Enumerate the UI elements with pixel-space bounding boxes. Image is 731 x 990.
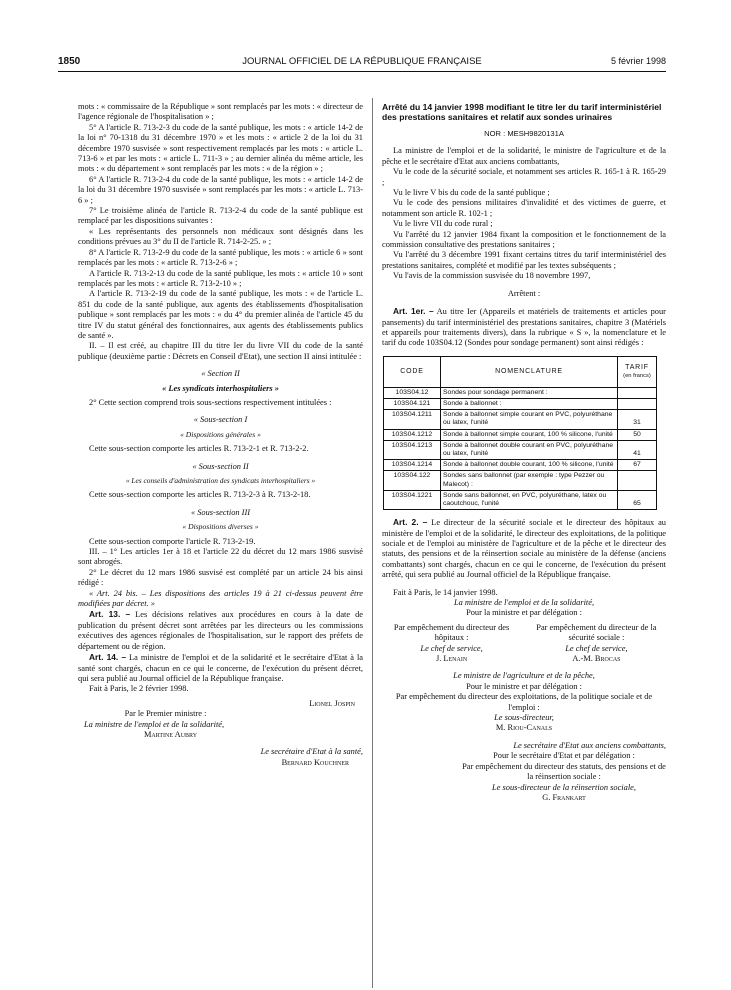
signature-line: Le sous-directeur de la réinsertion sociale, xyxy=(492,782,636,792)
article-text: Au titre Ier (Appareils et matériels de traitements et articles pour pansements) du tarif interministériel des prestations sanitaires, chapitre 3 (Matériels et appareils pour traitements divers), dans la rubrique « S », la nomenclature et le tarif du code 103S04.12 (Sondes pour sondage permanent) sont ainsi rédigés : xyxy=(382,307,666,348)
paragraph: Vu le code des pensions militaires d'invalidité et des victimes de guerre, et notamment son article R. 102-1 ; xyxy=(382,198,666,218)
signature-line: Le chef de service, xyxy=(420,643,483,653)
signature-date: Fait à Paris, le 2 février 1998. xyxy=(89,684,189,694)
paragraph: « Les représentants des personnels non médicaux sont désignés dans les conditions prévues au 3° du II de l'article R. 714-2-25. » ; xyxy=(78,226,363,247)
table-row xyxy=(384,440,657,459)
article-label: Art. 14. – xyxy=(89,652,127,663)
signature-line: Le chef de service, xyxy=(565,643,628,653)
signature-date: Fait à Paris, le 14 janvier 1998. xyxy=(393,587,498,597)
signature-line: Le sous-directeur, xyxy=(494,713,554,723)
signature-pair xyxy=(382,623,666,665)
signatory-name: J. Lenain xyxy=(435,654,468,664)
signatory-name: Bernard Kouchner xyxy=(281,757,349,767)
signatory-name: A.-M. Brocas xyxy=(572,654,621,664)
table-cell-price: 65 xyxy=(618,490,657,509)
signature-line: Par empêchement du directeur des statuts, des pensions et de la réinsertion sociale : xyxy=(462,761,666,782)
article-label: Art. 13. – xyxy=(89,609,131,620)
article-14 xyxy=(78,652,363,684)
table-cell-code: 103S04.122 xyxy=(384,471,441,490)
subsection-title: « Les conseils d'administration des syndicats interhospitaliers » xyxy=(125,476,316,485)
table-row xyxy=(384,460,657,471)
paragraph: Vu l'arrêté du 12 janvier 1984 fixant la composition et le fonctionnement de la commission consultative des prestations sanitaires ; xyxy=(382,229,666,250)
paragraph: Vu le code de la sécurité sociale, et notamment ses articles R. 165-1 à R. 165-29 ; xyxy=(382,167,666,187)
paragraph: II. – Il est créé, au chapitre III du titre Ier du livre VII du code de la santé publique (deuxième partie : Décrets en Conseil d'Etat), une section II ainsi intitulée : xyxy=(78,341,363,361)
column-divider xyxy=(372,98,373,988)
journal-title: JOURNAL OFFICIEL DE LA RÉPUBLIQUE FRANÇAISE xyxy=(242,56,482,67)
paragraph: 8° A l'article R. 713-2-9 du code de la santé publique, les mots : « article 6 » sont remplacés par les mots : « article R. 713-2-6 » ; xyxy=(78,247,363,268)
table-row xyxy=(384,490,657,509)
table-cell-price: 31 xyxy=(618,410,657,429)
table-cell-nom: Sonde sans ballonnet, en PVC, polyuréthane, latex ou caoutchouc, l'unité xyxy=(441,490,618,509)
table-cell-price xyxy=(618,398,657,409)
right-column xyxy=(382,102,666,803)
signature-line: La ministre de l'emploi et de la solidarité, xyxy=(84,719,225,729)
table-cell-nom: Sonde à ballonnet double courant, 100 % silicone, l'unité xyxy=(441,460,618,471)
table-cell-code: 103S04.1212 xyxy=(384,429,441,440)
signatory-name: G. Frankart xyxy=(542,792,586,802)
nor-reference: NOR : MESH9820131A xyxy=(484,129,564,138)
table-cell-code: 103S04.1211 xyxy=(384,410,441,429)
decree-title: Arrêté du 14 janvier 1998 modifiant le titre Ier du tarif interministériel des prestations sanitaires et relatif aux sondes urinaires xyxy=(382,102,662,122)
article-label: Art. 2. – xyxy=(393,517,428,528)
paragraph: Cette sous-section comporte l'article R. 713-2-19. xyxy=(89,536,256,546)
signatory-name: Lionel Jospin xyxy=(309,698,355,708)
table-cell-nom: Sonde à ballonnet : xyxy=(441,398,618,409)
article-2 xyxy=(382,517,666,580)
signature-line: Par empêchement du directeur de la sécurité sociale : xyxy=(536,622,657,643)
column-header-nomenclature: NOMENCLATURE xyxy=(441,356,618,387)
subsection-title: « Dispositions générales » xyxy=(180,429,261,439)
table-cell-nom: Sonde à ballonnet double courant en PVC, polyuréthane ou latex, l'unité xyxy=(441,440,618,459)
left-column xyxy=(78,102,363,768)
table-row xyxy=(384,398,657,409)
signature-line: Pour la ministre et par délégation : xyxy=(466,608,582,618)
page-number: 1850 xyxy=(58,56,81,67)
article-text: Le directeur de la sécurité sociale et le directeur des hôpitaux au ministère de l'emploi et de la solidarité, le directeur des exploitations, de la politique sociale et de l'emploi au ministère de l'agriculture et de la pêche et le directeur des statuts, des pensions et de la réinsertion sociale au ministère de la défense (anciens combattants) sont chargés, chacun en ce qui le concerne, de l'exécution du présent arrêté, qui sera publié au Journal officiel de la République française. xyxy=(382,518,666,580)
tariff-table xyxy=(383,356,657,510)
running-header xyxy=(58,56,666,70)
paragraph: 6° A l'article R. 713-2-4 du code de la santé publique, les mots : « article 14-2 de la loi du 31 décembre 1970 susvisée » sont remplacés par les mots : « article L. 713-6 » ; xyxy=(78,174,363,205)
table-row xyxy=(384,429,657,440)
section-heading: « Section II xyxy=(201,369,240,379)
paragraph: Vu le livre VII du code rural ; xyxy=(393,219,493,229)
paragraph: A l'article R. 713-2-19 du code de la santé publique, les mots : « de l'article L. 851 du code de la santé publique, aux agents des établissements d'hospitalisation publique » sont remplacés par les mots : « du 4° du premier alinéa de l'article 45 du titre IV du statut général des fonctionnaires, aux agents des établissements publics de santé ». xyxy=(78,289,363,340)
table-cell-price: 67 xyxy=(618,460,657,471)
signature-line: Le secrétaire d'Etat aux anciens combattants, xyxy=(513,740,666,750)
table-cell-nom: Sondes sans ballonnet (par exemple : type Pezzer ou Malecot) : xyxy=(441,471,618,490)
paragraph: 5° A l'article R. 713-2-3 du code de la santé publique, les mots : « article 14-2 de la loi n° 70-1318 du 31 décembre 1970 » et les mots : « article 2 de la loi du 31 décembre 1970 susvisée » sont respectivement remplacés par les mots : « article L. 713-6 » et par les mots : « article L. 711-3 » ; au dernier alinéa du même article, les mots : « du département » sont remplacés par les mots : « de la région » ; xyxy=(78,122,363,174)
paragraph: 7° Le troisième alinéa de l'article R. 713-2-4 du code de la santé publique est remplacé par les dispositions suivantes : xyxy=(78,206,363,226)
paragraph: 2° Cette section comprend trois sous-sections respectivement intitulées : xyxy=(89,397,332,407)
table-cell-nom: Sondes pour sondage permanent : xyxy=(441,387,618,398)
table-cell-nom: Sonde à ballonnet simple courant en PVC, polyuréthane ou latex, l'unité xyxy=(441,410,618,429)
subsection-title: « Dispositions diverses » xyxy=(182,522,259,532)
paragraph: III. – 1° Les articles 1er à 18 et l'article 22 du décret du 12 mars 1986 susvisé sont abrogés. xyxy=(78,547,363,567)
signatory-name: M. Riou-Canals xyxy=(495,723,553,733)
article-text: Les décisions relatives aux procédures en cours à la date de publication du présent décret sont arrêtées par les directeurs ou les commissions exécutives des agences régionales de l'hospitalisation, sur le rapport des préfets de département ou de région. xyxy=(78,610,363,651)
paragraph: « Art. 24 bis. – Les dispositions des articles 19 à 21 ci-dessus peuvent être modifiées par décret. » xyxy=(78,588,363,609)
signature-line: Pour le ministre et par délégation : xyxy=(466,681,582,691)
paragraph: mots : « commissaire de la République » sont remplacés par les mots : « directeur de l'agence régionale de l'hospitalisation » ; xyxy=(78,102,363,122)
subsection-heading: « Sous-section III xyxy=(190,507,251,517)
article-13 xyxy=(78,609,363,652)
paragraph: Vu l'avis de la commission susvisée du 18 novembre 1997, xyxy=(393,271,591,281)
table-cell-price xyxy=(618,471,657,490)
table-cell-code: 103S04.1214 xyxy=(384,460,441,471)
column-header-tarif: TARIF (en francs) xyxy=(618,356,657,387)
paragraph: Cette sous-section comporte les articles R. 713-2-3 à R. 713-2-18. xyxy=(89,490,311,500)
issue-date: 5 février 1998 xyxy=(610,56,666,66)
table-row xyxy=(384,387,657,398)
table-row xyxy=(384,410,657,429)
column-header-code: CODE xyxy=(384,356,441,387)
subsection-heading: « Sous-section I xyxy=(193,415,248,425)
paragraph: Cette sous-section comporte les articles R. 713-2-1 et R. 713-2-2. xyxy=(89,444,309,454)
signature-line: Par empêchement du directeur des exploitations, de la politique sociale et de l'emploi : xyxy=(395,692,653,712)
table-cell-nom: Sonde à ballonnet simple courant, 100 % silicone, l'unité xyxy=(441,429,618,440)
signature-line: Par empêchement du directeur des hôpitaux : xyxy=(393,622,510,643)
table-cell-code: 103S04.1213 xyxy=(384,440,441,459)
table-cell-price: 41 xyxy=(618,440,657,459)
paragraph: A l'article R. 713-2-13 du code de la santé publique, les mots : « article 10 » sont remplacés par les mots : « article R. 713-2-10 » ; xyxy=(78,268,363,288)
signature-line: Par le Premier ministre : xyxy=(124,709,207,719)
table-cell-price: 50 xyxy=(618,429,657,440)
signature-line: Pour le secrétaire d'Etat et par délégation : xyxy=(493,751,635,761)
paragraph: Vu l'arrêté du 3 décembre 1991 fixant certains titres du tarif interministériel des prestations sanitaires, complété et modifié par les textes subséquents ; xyxy=(382,250,666,270)
table-cell-price xyxy=(618,387,657,398)
article-1 xyxy=(382,306,666,349)
table-row xyxy=(384,471,657,490)
paragraph: Vu le livre V bis du code de la santé publique ; xyxy=(393,188,550,198)
signature-line: Le secrétaire d'Etat à la santé, xyxy=(260,747,363,757)
arretent: Arrêtent : xyxy=(507,288,541,298)
article-label: Art. 1er. – xyxy=(393,306,434,317)
signature-line: La ministre de l'emploi et de la solidarité, xyxy=(453,598,595,607)
section-title: « Les syndicats interhospitaliers » xyxy=(162,383,279,393)
article-text: La ministre de l'emploi et de la solidarité et le secrétaire d'Etat à la santé sont chargés, chacun en ce qui le concerne, de l'exécution du présent décret, qui sera publié au Journal officiel de la République française. xyxy=(78,653,363,683)
paragraph: 2° Le décret du 12 mars 1986 susvisé est complété par un article 24 bis ainsi rédigé : xyxy=(78,567,363,588)
signatory-name: Martine Aubry xyxy=(143,729,198,739)
signature-line: Le ministre de l'agriculture et de la pêche, xyxy=(453,671,595,681)
table-cell-code: 103S04.12 xyxy=(384,387,441,398)
subsection-heading: « Sous-section II xyxy=(192,461,249,471)
header-rule xyxy=(58,71,666,72)
table-cell-code: 103S04.121 xyxy=(384,398,441,409)
paragraph: La ministre de l'emploi et de la solidarité, le ministre de l'agriculture et de la pêche et le secrétaire d'Etat aux anciens combattants, xyxy=(382,146,666,166)
table-cell-code: 103S04.1221 xyxy=(384,490,441,509)
